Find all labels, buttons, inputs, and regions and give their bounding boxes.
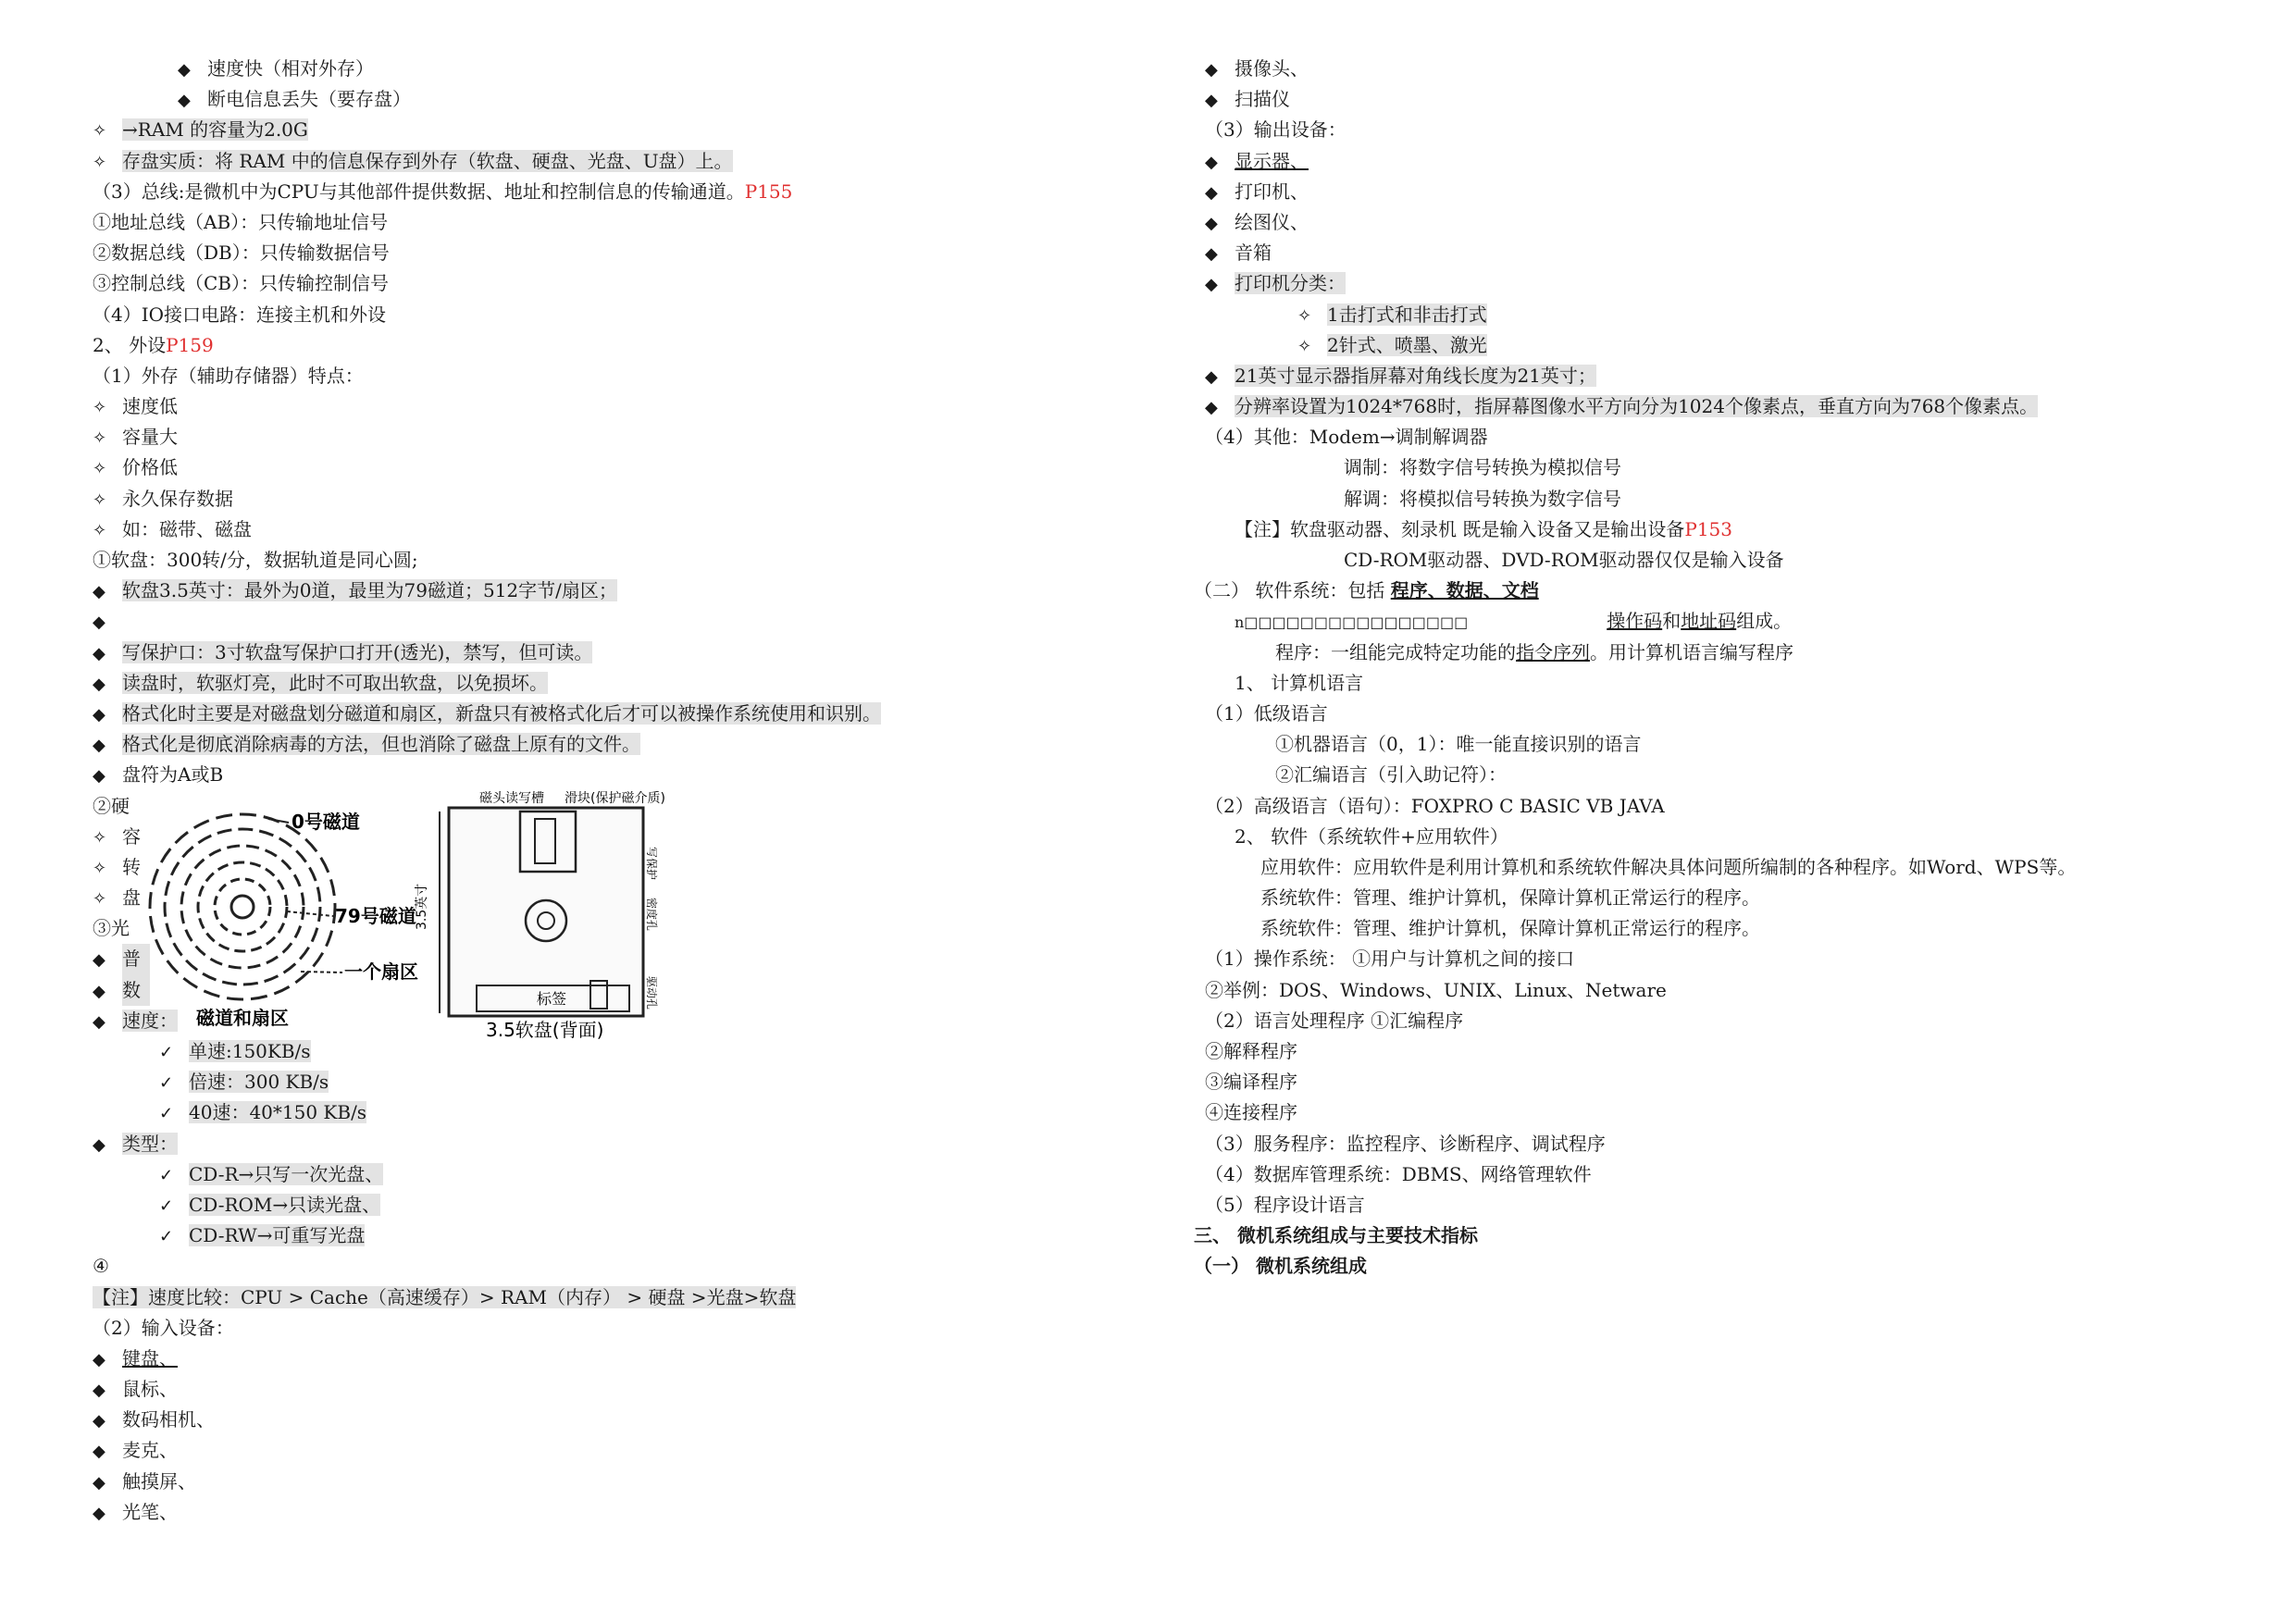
right2-line [1194,1006,2258,1036]
left-line [93,760,1148,790]
right-label-1: 写保护 [645,847,658,881]
line-text: （2）语言处理程序 ①汇编程序 [1205,1009,1464,1032]
line-text: ②数据总线（DB）：只传输数据信号 [93,242,390,265]
bullet-marker: ◆ [1205,182,1218,203]
bullet-marker: ✧ [93,889,107,910]
right-line [1194,361,2258,391]
right-line [1194,484,2258,514]
line-text: ②举例：DOS、Windows、UNIX、Linux、Netware [1205,978,1667,1001]
right2-line [1194,760,2258,790]
program-prefix: 程序：一组能完成特定功能的 [1275,640,1516,663]
bullet-marker: ◆ [93,1011,105,1032]
bullet-marker: ✓ [159,1104,174,1124]
line-text: 盘 [122,886,141,910]
line-text: 速度低 [122,395,178,418]
bullet-marker: ◆ [1205,60,1218,80]
line-text: ①机器语言（0，1）：唯一能直接识别的语言 [1275,733,1642,756]
garbled-prefix: n□□□□□□□□□□□□□□□□ [1235,613,1469,632]
bullet-marker: ◆ [93,1472,105,1493]
line-text: 40速：40*150 KB/s [189,1101,367,1124]
line-text: 断电信息丢失（要存盘） [207,88,411,111]
line-text: 类型： [122,1132,178,1155]
right-line [1194,545,2258,576]
left-line [93,484,1148,514]
line-text: 打印机、 [1235,180,1309,203]
line-text: 价格低 [122,456,178,479]
page-reference: P155 [744,180,793,203]
floppy-disk-figure [93,791,694,1041]
left-line [93,514,1148,545]
line-text: 普 [122,944,150,974]
line-text: 格式化是彻底消除病毒的方法，但也消除了磁盘上原有的文件。 [122,733,640,756]
right2-line [1194,1036,2258,1067]
bullet-marker: ✧ [93,121,107,142]
line-text: 2、 外设 [93,333,167,356]
line-text: 永久保存数据 [122,487,233,510]
line-text: 软盘3.5英寸：最外为0道，最里为79磁道；512字节/扇区； [122,579,617,602]
bullet-marker: ◆ [178,60,191,80]
software-title-bold: 程序、数据、文档 [1390,579,1539,602]
right-line [1194,177,2258,207]
left2-line [93,1159,1148,1190]
right-label-4: 标签 [537,990,567,1008]
line-text: 扫描仪 [1235,88,1290,111]
right-line [1194,452,2258,483]
bullet-marker: ✓ [159,1165,174,1185]
line-text: 触摸屏、 [122,1469,196,1493]
line-text: ①软盘：300转/分，数据轨道是同心圆; [93,549,418,571]
left2-line [93,1282,1148,1313]
left-line [93,207,1148,238]
line-text: 如：磁带、磁盘 [122,517,252,540]
bullet-marker: ◆ [93,582,105,602]
left2-line [93,1344,1148,1374]
line-text: （4）IO接口电路：连接主机和外设 [93,303,387,326]
line-text: ③控制总线（CB）：只传输控制信号 [93,272,389,295]
left2-line [93,1190,1148,1220]
heading-3: 三、 微机系统组成与主要技术指标 [1194,1224,1478,1247]
garbled-suffix: 组成。 [1736,610,1793,633]
top-label-1: 磁头读写槽 [479,791,544,806]
floppy-back-diagram [414,790,665,1041]
side-label: 3.5英寸 [415,883,429,930]
line-text: （4）其他：Modem→调制解调器 [1205,426,1488,449]
right-line [1194,268,2258,299]
line-text: 倍速：300 KB/s [189,1071,329,1094]
right-line [1194,422,2258,452]
line-text: 写保护口：3寸软盘写保护口打开(透光)，禁写，但可读。 [122,640,593,663]
left-line [93,84,1148,115]
line-text: 速度快（相对外存） [207,57,374,80]
right-column [1194,54,2258,1282]
right-lines-a [1194,54,2258,576]
left-line [93,268,1148,299]
bullet-marker: ◆ [1205,244,1218,265]
line-text: ④连接程序 [1205,1101,1297,1124]
bullet-marker: ◆ [1205,91,1218,111]
right2-line [1194,1190,2258,1220]
bullet-marker: ◆ [1205,398,1218,418]
bullet-marker: ✧ [93,827,107,848]
line-text: 音箱 [1235,242,1272,265]
line-text: CD-ROM驱动器、DVD-ROM驱动器仅仅是输入设备 [1344,549,1784,571]
right2-line [1194,852,2258,883]
line-text: （1）操作系统： ①用户与计算机之间的接口 [1205,948,1575,971]
right2-line [1194,944,2258,974]
line-text: 系统软件：管理、维护计算机，保障计算机正常运行的程序。 [1260,886,1760,910]
line-text: （1）低级语言 [1205,701,1328,725]
left-line [93,361,1148,391]
line-text: （2）输入设备： [93,1316,234,1339]
line-text: 光笔、 [122,1500,178,1523]
line-text: 显示器、 [1235,149,1309,172]
left2-line [93,1497,1148,1528]
bullet-marker: ◆ [93,1503,105,1523]
line-text: ③编译程序 [1205,1071,1297,1094]
line-text: ②汇编语言（引入助记符）： [1275,763,1507,787]
line-text: 【注】速度比较：CPU > Cache（高速缓存）> RAM（内存） > 硬盘 >光盘>软盘 [93,1285,797,1308]
line-text: （3）服务程序：监控程序、诊断程序、调试程序 [1205,1132,1606,1155]
right2-line [1194,1097,2258,1128]
left-line [93,115,1148,145]
line-text: （3）总线:是微机中为CPU与其他部件提供数据、地址和控制信息的传输通道。 [93,180,745,203]
bullet-marker: ◆ [178,91,191,111]
line-text: CD-ROM→只读光盘、 [189,1193,381,1216]
line-text: 摄像头、 [1235,57,1309,80]
bullet-marker: ✓ [159,1227,174,1247]
right-line [1194,391,2258,422]
right2-line [1194,1129,2258,1159]
line-text: 1击打式和非击打式 [1327,303,1487,326]
line-text: 调制：将数字信号转换为模拟信号 [1344,456,1621,479]
left-line [93,638,1148,668]
bullet-marker: ✓ [159,1073,174,1094]
left-line [93,54,1148,84]
left-line [93,300,1148,330]
page-reference: P159 [166,333,214,356]
right2-line [1194,729,2258,760]
line-text: ②解释程序 [1205,1040,1297,1062]
line-text: ④ [93,1255,109,1278]
line-text: 21英寸显示器指屏幕对角线长度为21英寸； [1235,364,1596,387]
right2-line [1194,822,2258,852]
right-line [1194,238,2258,268]
bullet-marker: ◆ [93,1381,105,1401]
right-line [1194,300,2258,330]
line-text: 绘图仪、 [1235,210,1309,233]
bullet-marker: ◆ [93,704,105,725]
bullet-marker: ✧ [93,459,107,479]
line-text: 麦克、 [122,1439,178,1462]
line-text: 1、 计算机语言 [1235,671,1364,694]
left-line [93,177,1148,207]
left2-line [93,1435,1148,1466]
line-text: 2针式、喷墨、激光 [1327,333,1487,356]
and-text: 和 [1662,610,1682,633]
right-line [1194,514,2258,545]
bullet-marker: ✧ [1297,305,1312,326]
bullet-marker: ✧ [93,489,107,510]
line-text: 打印机分类： [1235,272,1346,295]
label-track0: 0号磁道 [292,811,360,833]
right-line [1194,54,2258,84]
line-text: 盘符为A或B [122,763,224,787]
line-text: 2、 软件（系统软件+应用软件） [1235,824,1508,848]
left2-line [93,1129,1148,1159]
top-label-2: 滑块(保护磁介质) [565,791,665,806]
line-text: 读盘时，软驱灯亮，此时不可取出软盘，以免损坏。 [122,671,548,694]
bullet-marker: ✧ [93,858,107,878]
right2-line [1194,699,2258,729]
left-line [93,668,1148,699]
program-underlined: 指令序列 [1516,640,1590,663]
bullet-marker: ◆ [93,950,105,971]
bullet-marker: ◆ [93,1134,105,1155]
left-lines-a [93,54,1148,791]
floppy-diagram-svg [93,791,694,1041]
right2-line [1194,791,2258,822]
right2-line [1194,668,2258,699]
line-text: （5）程序设计语言 [1205,1193,1365,1216]
left-line [93,576,1148,606]
line-text: （3）输出设备： [1205,118,1347,142]
right-line [1194,330,2258,361]
bullet-marker: ◆ [1205,213,1218,233]
line-text: CD-RW→可重写光盘 [189,1224,366,1247]
bullet-marker: ✓ [159,1196,174,1216]
right-line [1194,115,2258,145]
left-line [93,452,1148,483]
line-text: 转 [122,855,141,878]
left-line [93,729,1148,760]
bullet-marker: ◆ [93,1349,105,1369]
right2-line [1194,883,2258,913]
line-text: 分辨率设置为1024*768时，指屏幕图像水平方向分为1024个像素点，垂直方向为768个像素点。 [1235,395,2039,418]
address-code-text: 地址码 [1681,610,1737,633]
line-text: 鼠标、 [122,1378,178,1401]
line-text: ②硬 [93,794,130,817]
right-line [1194,84,2258,115]
bullet-marker: ◆ [93,643,105,663]
left-line [93,330,1148,361]
software-title-prefix: （二） 软件系统：包括 [1194,579,1391,602]
right-line [1194,207,2258,238]
figure-left-caption: 磁道和扇区 [196,1007,289,1029]
bullet-marker: ✧ [93,398,107,418]
bullet-marker: ◆ [1205,152,1218,172]
line-text: 数 [122,975,150,1006]
line-text: 解调：将模拟信号转换为数字信号 [1344,487,1621,510]
bullet-marker: ✧ [93,520,107,540]
left-line [93,422,1148,452]
right-label-2: 密度孔 [645,898,658,932]
left-line [93,238,1148,268]
right2-line [1194,913,2258,944]
label-track79: 79号磁道 [335,905,416,927]
heading-3a: （一） 微机系统组成 [1194,1255,1367,1278]
bullet-marker: ✧ [93,152,107,172]
program-suffix: 。用计算机语言编写程序 [1590,640,1793,663]
line-text: ③光 [93,917,130,940]
right2-line [1194,1159,2258,1190]
opcode-text: 操作码 [1607,610,1663,633]
page-reference: P153 [1684,517,1732,540]
right2-line [1194,1067,2258,1097]
line-text: 格式化时主要是对磁盘划分磁道和扇区，新盘只有被格式化后才可以被操作系统使用和识别。 [122,701,881,725]
figure-bottom-caption: 3.5软盘(背面) [486,1019,604,1041]
line-text: 速度： [122,1009,178,1032]
left2-line [93,1374,1148,1405]
bullet-marker: ◆ [93,1442,105,1462]
bullet-marker: ◆ [93,766,105,787]
right2-line [1194,975,2258,1006]
right-label-3: 驱动孔 [645,976,658,1010]
line-text: 应用软件：应用软件是利用计算机和系统软件解决具体问题所编制的各种程序。如Word、WPS等。 [1260,855,2077,878]
line-text: 键盘、 [122,1346,178,1369]
line-text: （4）数据库管理系统：DBMS、网络管理软件 [1205,1162,1592,1185]
left-line [93,699,1148,729]
line-text: ①地址总线（AB）：只传输地址信号 [93,210,389,233]
left-line [93,391,1148,422]
bullet-marker: ◆ [1205,275,1218,295]
bullet-marker: ◆ [93,613,105,633]
line-text: （2）高级语言（语句）：FOXPRO C BASIC VB JAVA [1205,794,1665,817]
left2-line [93,1405,1148,1435]
line-text: 单速:150KB/s [189,1040,311,1062]
bullet-marker: ✧ [93,428,107,449]
line-text: 容量大 [122,426,178,449]
bullet-marker: ◆ [93,736,105,756]
bullet-marker: ◆ [93,674,105,694]
line-text: （1）外存（辅助存储器）特点： [93,364,364,387]
line-text: CD-R→只写一次光盘、 [189,1162,384,1185]
left-line [93,146,1148,177]
bullet-marker: ✓ [159,1043,174,1062]
program-line [1194,638,2258,668]
left2-line [93,1313,1148,1344]
line-text: 数码相机、 [122,1408,215,1431]
line-text: 系统软件：管理、维护计算机，保障计算机正常运行的程序。 [1260,917,1760,940]
left2-line [93,1467,1148,1497]
left2-line [93,1251,1148,1282]
bullet-marker: ✧ [1297,336,1312,356]
left-line [93,606,1148,637]
right-line [1194,146,2258,177]
track-diagram [150,811,418,1029]
bullet-marker: ◆ [1205,366,1218,387]
line-text: 【注】软盘驱动器、刻录机 既是输入设备又是输出设备 [1235,517,1685,540]
left-line [93,545,1148,576]
software-title-line [1194,576,2258,606]
garbled-line [1194,606,2258,637]
left2-line [93,1097,1148,1128]
left2-line [93,1067,1148,1097]
right-lines-b [1194,668,2258,1220]
left-lines-b [93,1006,1148,1528]
left2-line [93,1220,1148,1251]
label-sector: 一个扇区 [344,960,418,983]
bullet-marker: ◆ [93,1411,105,1431]
line-text: →RAM 的容量为2.0G [122,118,308,142]
bullet-marker: ◆ [93,981,105,1001]
line-text: 容 [122,824,141,848]
line-text: 存盘实质：将 RAM 中的信息保存到外存（软盘、硬盘、光盘、U盘）上。 [122,149,733,172]
